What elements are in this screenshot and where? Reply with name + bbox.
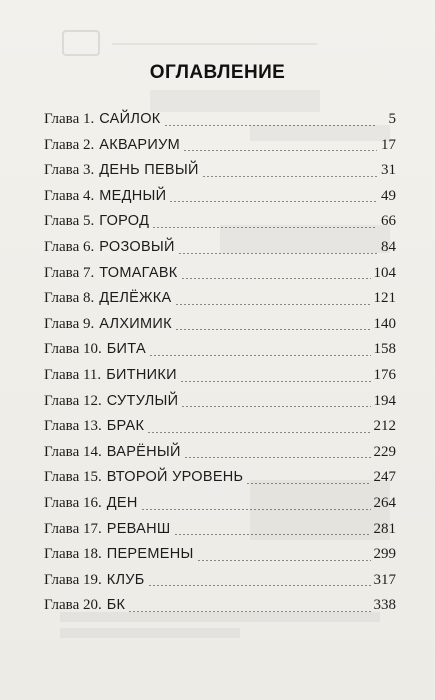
dot-leader <box>149 355 371 356</box>
chapter-title: БК <box>106 597 126 614</box>
dot-leader <box>197 560 371 561</box>
toc-entry <box>44 209 396 235</box>
chapter-page-number: 140 <box>373 315 396 332</box>
chapter-label: Глава 16. <box>44 494 102 511</box>
chapter-page-number: 338 <box>373 597 396 614</box>
chapter-title: АКВАРИУМ <box>99 136 180 153</box>
chapter-label: Глава 6. <box>44 238 95 255</box>
chapter-label: Глава 5. <box>44 213 95 230</box>
chapter-label: Глава 13. <box>44 418 102 435</box>
chapter-page-number: 84 <box>381 238 396 255</box>
chapter-title: КЛУБ <box>106 571 145 588</box>
toc-entry <box>44 465 396 491</box>
toc-entry <box>44 593 396 619</box>
chapter-label: Глава 10. <box>44 341 102 358</box>
dot-leader <box>152 227 377 228</box>
toc-entry <box>44 184 396 210</box>
toc-entry <box>44 389 396 415</box>
toc-entry <box>44 363 396 389</box>
chapter-label: Глава 19. <box>44 571 102 588</box>
dot-leader <box>178 253 377 254</box>
bleed-through-block <box>60 628 240 638</box>
toc-list <box>44 107 396 619</box>
chapter-title: ГОРОД <box>99 213 150 230</box>
toc-entry <box>44 414 396 440</box>
chapter-title: ДЕНЬ ПЕВЫЙ <box>99 162 199 179</box>
chapter-page-number: 317 <box>373 571 396 588</box>
chapter-label: Глава 12. <box>44 392 102 409</box>
chapter-label: Глава 1. <box>44 111 95 127</box>
dot-leader <box>164 125 377 126</box>
toc-entry <box>44 286 396 312</box>
bleed-through-line <box>112 43 317 45</box>
toc-entry <box>44 491 396 517</box>
chapter-page-number: 247 <box>373 469 396 486</box>
chapter-label: Глава 8. <box>44 290 95 307</box>
chapter-page-number: 176 <box>373 366 396 383</box>
chapter-page-number: 17 <box>381 136 396 153</box>
toc-entry <box>44 337 396 363</box>
dot-leader <box>175 329 371 330</box>
chapter-page-number: 299 <box>373 546 396 563</box>
chapter-title: ТОМАГАВК <box>99 264 178 281</box>
chapter-page-number: 49 <box>381 187 396 204</box>
chapter-page-number: 194 <box>373 392 396 409</box>
chapter-page-number: 264 <box>373 494 396 511</box>
chapter-page-number: 212 <box>373 418 396 435</box>
dot-leader <box>180 381 371 382</box>
dot-leader <box>147 432 370 433</box>
toc-entry <box>44 568 396 594</box>
chapter-title: МЕДНЫЙ <box>99 187 167 204</box>
dot-leader <box>175 304 371 305</box>
toc-entry <box>44 133 396 159</box>
chapter-label: Глава 14. <box>44 443 102 460</box>
chapter-title: РЕВАНШ <box>106 520 171 537</box>
chapter-label: Глава 15. <box>44 469 102 486</box>
chapter-page-number: 158 <box>373 341 396 358</box>
toc-title: ОГЛАВЛЕНИЕ <box>149 62 286 83</box>
chapter-page-number: 66 <box>381 213 396 230</box>
chapter-label: Глава 7. <box>44 264 95 281</box>
chapter-title: РОЗОВЫЙ <box>99 238 175 255</box>
chapter-page-number: 31 <box>381 162 396 179</box>
chapter-label: Глава 2. <box>44 136 95 153</box>
chapter-label: Глава 18. <box>44 546 102 563</box>
dot-leader <box>202 176 377 177</box>
chapter-title: АЛХИМИК <box>99 315 172 332</box>
toc-entry <box>44 312 396 338</box>
chapter-title: БИТНИКИ <box>106 366 177 383</box>
chapter-title: ДЕЛЁЖКА <box>99 290 172 307</box>
dot-leader <box>128 611 370 612</box>
chapter-title: ВТОРОЙ УРОВЕНЬ <box>106 469 244 486</box>
toc-entry <box>44 158 396 184</box>
toc-entry <box>44 261 396 287</box>
chapter-label: Глава 9. <box>44 315 95 332</box>
chapter-title: ВАРЁНЫЙ <box>106 443 181 460</box>
dot-leader <box>181 278 371 279</box>
dot-leader <box>183 150 377 151</box>
chapter-page-number: 121 <box>373 290 396 307</box>
chapter-label: Глава 11. <box>44 366 102 383</box>
dot-leader <box>169 201 377 202</box>
toc-entry <box>44 235 396 261</box>
chapter-title: СУТУЛЫЙ <box>106 392 179 409</box>
chapter-page-number: 5 <box>388 111 396 127</box>
chapter-page-number: 104 <box>373 264 396 281</box>
chapter-title: ПЕРЕМЕНЫ <box>106 546 194 563</box>
toc-entry <box>44 517 396 543</box>
chapter-title: БРАК <box>106 418 145 435</box>
chapter-page-number: 281 <box>373 520 396 537</box>
chapter-label: Глава 17. <box>44 520 102 537</box>
toc-entry <box>44 107 396 133</box>
dot-leader <box>141 509 371 510</box>
chapter-title: САЙЛОК <box>99 111 161 127</box>
chapter-label: Глава 4. <box>44 187 95 204</box>
chapter-label: Глава 3. <box>44 162 95 179</box>
dot-leader <box>181 406 370 407</box>
dot-leader <box>184 457 371 458</box>
chapter-title: ДЕН <box>106 494 138 511</box>
chapter-title: БИТА <box>106 341 146 358</box>
chapter-page-number: 229 <box>373 443 396 460</box>
dot-leader <box>174 534 371 535</box>
toc-entry <box>44 440 396 466</box>
dot-leader <box>246 483 370 484</box>
chapter-label: Глава 20. <box>44 597 102 614</box>
bleed-through-badge <box>62 30 100 56</box>
dot-leader <box>148 585 371 586</box>
toc-entry <box>44 542 396 568</box>
